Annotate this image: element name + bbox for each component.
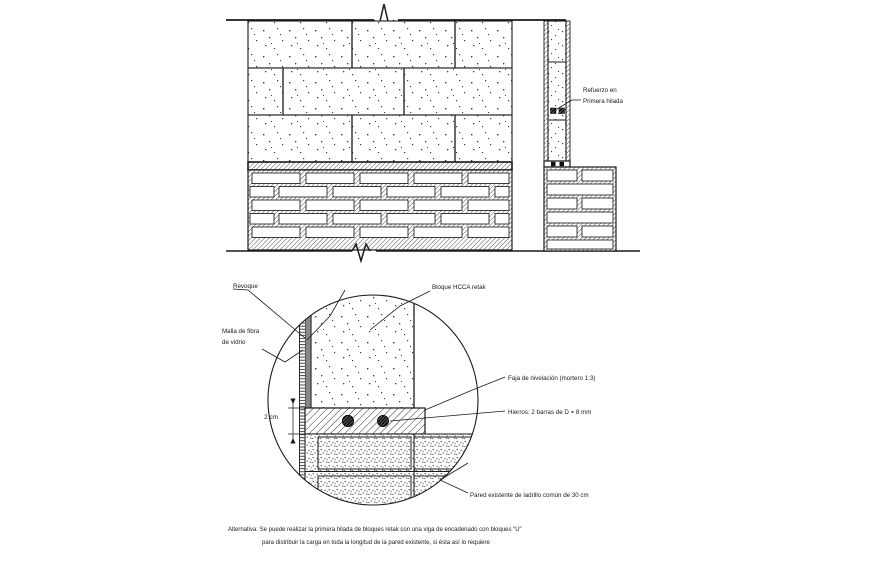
brick-unit xyxy=(279,187,327,198)
note-line-2: para distribuir la carga en toda la longitud de la pared existente, si ésta así lo requiere xyxy=(262,540,490,546)
label-bloque: Bloque HCCA retak xyxy=(432,284,486,291)
brick-unit xyxy=(582,198,613,209)
detail-aac-block xyxy=(311,295,414,408)
label-revoque: Revoque xyxy=(233,283,258,290)
column-rebar-1 xyxy=(551,162,556,166)
brick-unit xyxy=(414,227,462,238)
brick-unit xyxy=(495,214,509,225)
brick-course xyxy=(250,187,509,198)
brick-unit xyxy=(414,173,462,184)
aac-column-section xyxy=(548,21,566,161)
faja-nivelacion-band xyxy=(248,162,512,170)
brick-unit xyxy=(252,173,300,184)
label-refuerzo-line2: Primera hilada xyxy=(583,98,623,105)
brick-unit xyxy=(582,170,613,181)
rebar-mark-2 xyxy=(559,108,565,114)
aac-course-1 xyxy=(248,21,512,68)
render-skin-left xyxy=(544,21,548,161)
note-line-1: Alternativa: Se puede realizar la primera hilada de bloques retak con una viga de encadenado con bloques “U” xyxy=(228,527,522,533)
aac-course-2 xyxy=(248,68,512,115)
brick-unit xyxy=(252,227,300,238)
brick-unit xyxy=(306,227,354,238)
brick-course xyxy=(252,227,509,238)
brick-unit xyxy=(547,226,577,237)
label-malla-line2: de vidrio xyxy=(222,339,246,346)
detail-faja-nivelacion xyxy=(305,408,425,434)
rebar-mark-1 xyxy=(551,108,557,114)
brick-unit xyxy=(250,214,274,225)
brick-unit xyxy=(360,200,408,211)
brick-unit xyxy=(495,187,509,198)
brick-unit xyxy=(306,173,354,184)
label-faja: Faja de nivelación (mortero 1:3) xyxy=(508,375,596,382)
brick-unit xyxy=(387,214,435,225)
brick-unit xyxy=(252,200,300,211)
column-rebar-2 xyxy=(560,162,565,166)
label-malla-line1: Malla de fibra xyxy=(222,328,260,335)
column-levelling-band xyxy=(544,161,570,167)
brick-unit xyxy=(387,187,435,198)
brick-unit xyxy=(306,200,354,211)
brick-unit xyxy=(547,240,613,249)
brick-unit xyxy=(468,227,509,238)
brick-unit xyxy=(547,170,577,181)
brick-course xyxy=(250,214,509,225)
existing-brick-wall-elevation xyxy=(248,170,512,250)
detail-rebar-2 xyxy=(377,415,388,426)
brick-unit xyxy=(279,214,327,225)
brick-unit xyxy=(547,198,577,209)
render-skin-right xyxy=(566,21,570,161)
brick-unit xyxy=(547,212,613,223)
aac-course-3 xyxy=(248,115,512,162)
label-pared-existente: Pared existente de ladrillo común de 30 cm xyxy=(470,492,589,499)
brick-unit xyxy=(414,200,462,211)
brick-unit xyxy=(333,214,381,225)
levelling-band-elevation xyxy=(248,162,512,170)
brick-unit xyxy=(360,173,408,184)
label-hierros: Hierros: 2 barras de D = 8 mm xyxy=(508,409,592,416)
dim-label-2cm: 2 cm xyxy=(264,414,278,421)
brick-unit xyxy=(547,184,613,195)
label-refuerzo-line1: Refuerzo en xyxy=(583,87,617,94)
brick-unit xyxy=(468,200,509,211)
brick-unit xyxy=(360,227,408,238)
brick-course xyxy=(252,200,509,211)
brick-unit xyxy=(582,226,613,237)
brick-course xyxy=(252,173,509,184)
brick-unit xyxy=(333,187,381,198)
brick-unit xyxy=(250,187,274,198)
brick-unit xyxy=(441,214,489,225)
brick-unit xyxy=(468,173,509,184)
detail-rebar-1-hatch xyxy=(342,415,353,426)
aac-block-courses xyxy=(248,21,512,162)
detail-malla-fibra-vidrio xyxy=(300,295,306,505)
brick-unit xyxy=(441,187,489,198)
